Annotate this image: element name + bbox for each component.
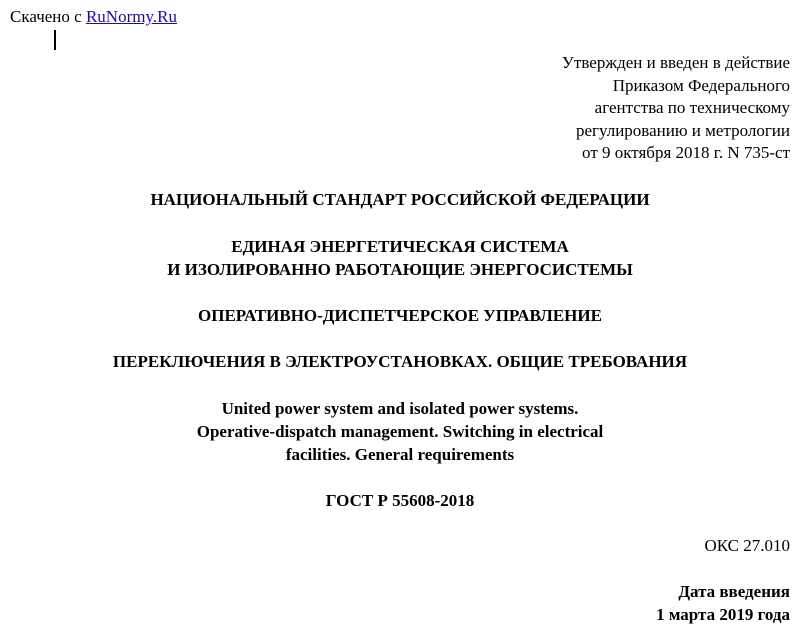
system-heading-line: И ИЗОЛИРОВАННО РАБОТАЮЩИЕ ЭНЕРГОСИСТЕМЫ [167,260,633,279]
approval-line: от 9 октября 2018 г. N 735-ст [582,143,790,162]
source-link[interactable]: RuNormy.Ru [85,7,177,26]
english-title-line: United power system and isolated power systems. [221,399,579,418]
approval-line: Утвержден и введен в действие [561,53,790,72]
source-prefix: Скачено с [10,7,82,26]
system-heading-line: ЕДИНАЯ ЭНЕРГЕТИЧЕСКАЯ СИСТЕМА [231,237,569,256]
subject-heading [0,350,800,373]
intro-date-block [656,580,790,626]
system-heading [0,235,800,281]
intro-date-value: 1 марта 2019 года [656,605,790,624]
text-cursor [54,30,56,50]
management-heading [0,304,800,327]
gost-number-text: ГОСТ Р 55608-2018 [325,491,475,510]
national-standard-text: НАЦИОНАЛЬНЫЙ СТАНДАРТ РОССИЙСКОЙ ФЕДЕРАЦИИ [150,190,650,209]
subject-text: ПЕРЕКЛЮЧЕНИЯ В ЭЛЕКТРОУСТАНОВКАХ. ОБЩИЕ ТРЕБОВАНИЯ [112,352,688,371]
okc-code: ОКС 27.010 [704,536,790,555]
national-standard-heading [0,188,800,211]
english-title-line: Operative-dispatch management. Switching in electrical [196,422,604,441]
approval-block [562,52,790,165]
source-line [10,6,177,28]
gost-number [0,489,800,512]
intro-date-label: Дата введения [678,582,790,601]
approval-line: агентства по техническому [594,98,790,117]
english-title [0,397,800,466]
approval-line: Приказом Федерального [612,75,790,95]
english-title-line: facilities. General requirements [285,445,515,464]
management-text: ОПЕРАТИВНО-ДИСПЕТЧЕРСКОЕ УПРАВЛЕНИЕ [198,306,602,325]
approval-line: регулированию и метрологии [575,120,790,140]
